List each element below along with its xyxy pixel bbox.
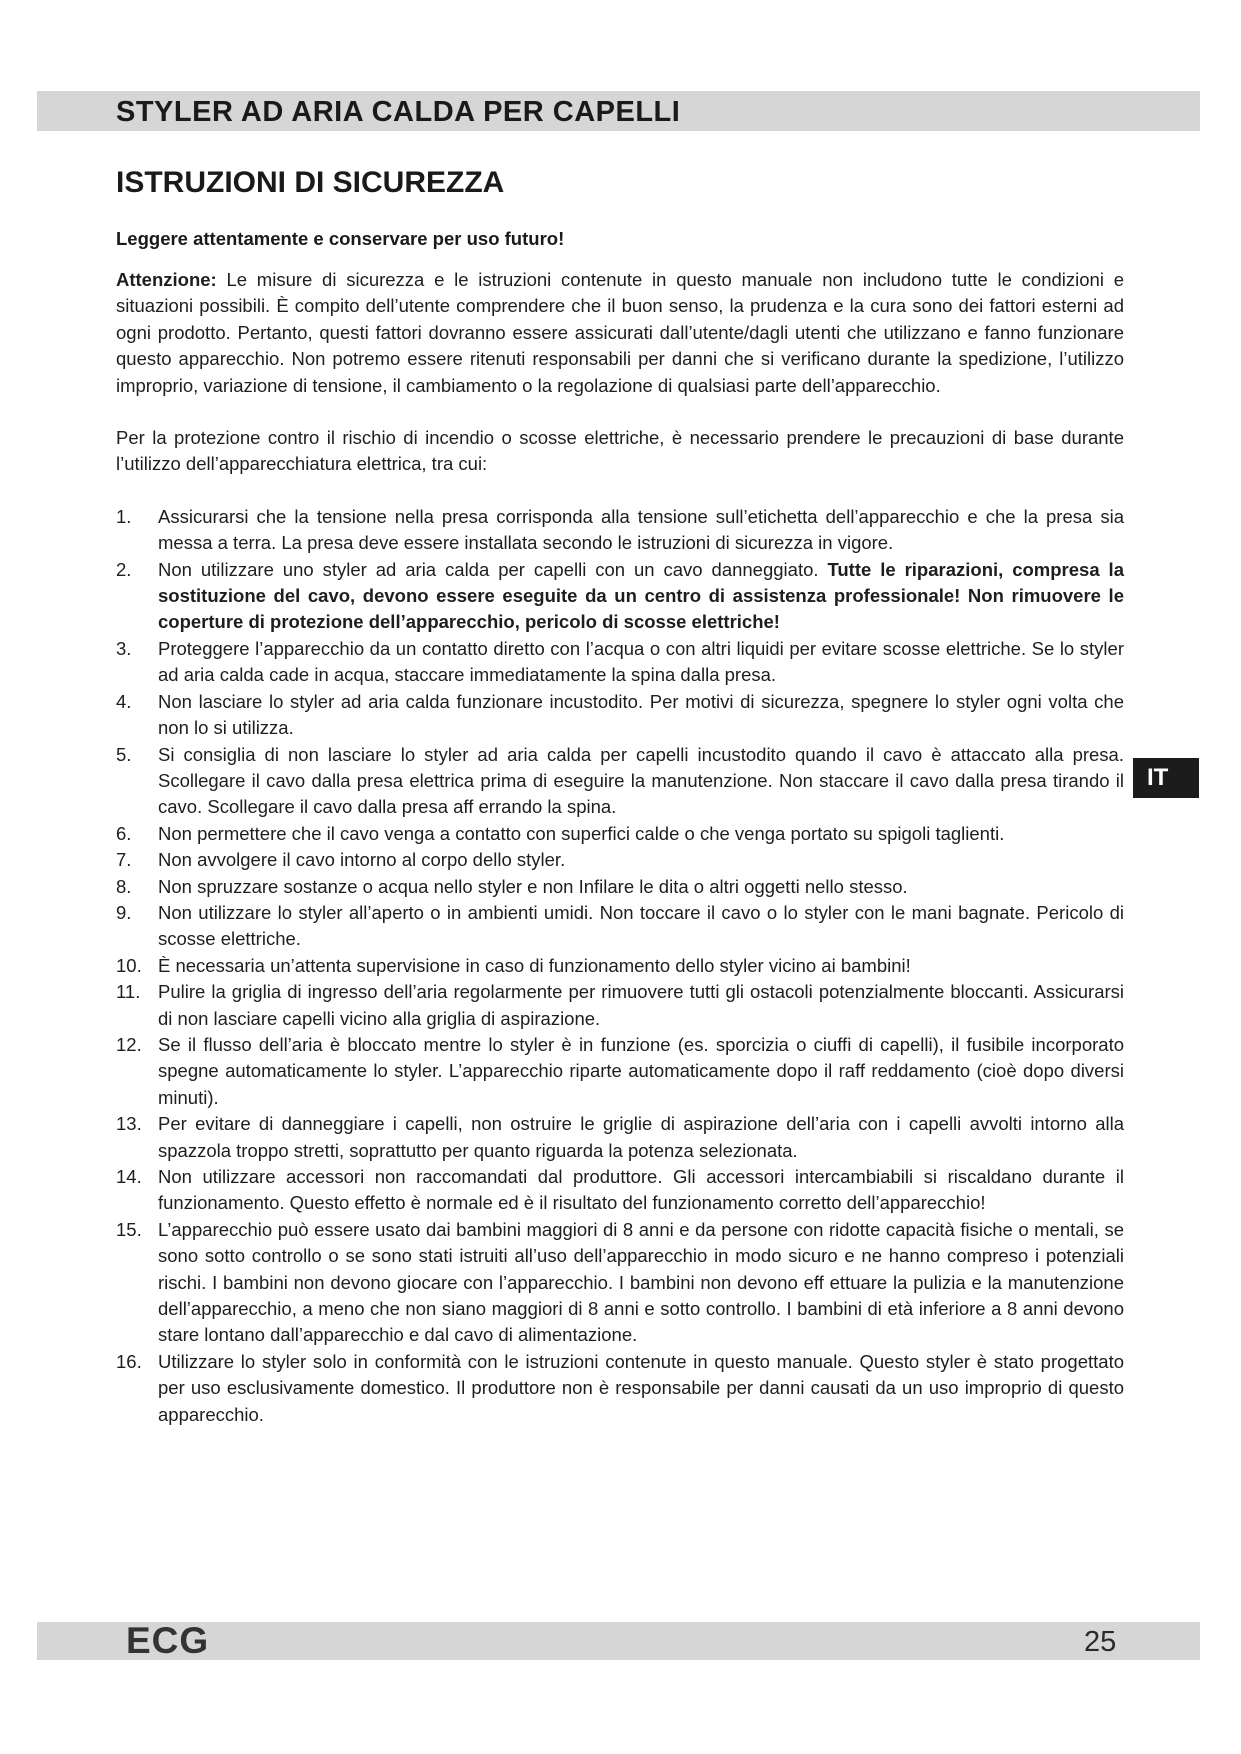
item-text: Non utilizzare uno styler ad aria calda per capelli con un cavo danneggiato. [158, 558, 828, 580]
item-number: 8. [116, 875, 132, 897]
item-text: Proteggere l’apparecchio da un contatto diretto con l’acqua o con altri liquidi per evitare scosse elettriche. Se lo styler ad aria calda cade in acqua, staccare immediatamente la spina dalla presa. [158, 637, 1124, 686]
list-item [116, 636, 1124, 689]
list-item [116, 742, 1124, 821]
item-text: Per evitare di danneggiare i capelli, non ostruire le griglie di aspirazione dell’aria con i capelli avvolti intorno alla spazzola troppo stretti, soprattutto per quanto riguarda la potenza selezionata. [158, 1113, 1124, 1161]
item-number: 7. [116, 849, 132, 871]
list-item [116, 1032, 1124, 1111]
item-number: 16. [116, 1350, 142, 1372]
item-text: Pulire la griglia di ingresso dell’aria regolarmente per rimuovere tutti gli ostacoli potenzialmente bloccanti. Assicurarsi di non lasciare capelli vicino alla griglia di aspirazione. [158, 981, 1124, 1029]
content [116, 267, 1124, 1428]
item-number: 5. [116, 743, 132, 765]
list-item [116, 1111, 1124, 1164]
item-text: Se il flusso dell’aria è bloccato mentre lo styler è in funzione (es. sporcizia o ciuffi di capelli), il fusibile incorporato spegne automaticamente lo styler. L’apparecchio riparte automaticamente dopo il raff reddamento (cioè dopo diversi minuti). [158, 1033, 1124, 1108]
item-number: 11. [116, 981, 141, 1003]
item-number: 14. [116, 1166, 142, 1187]
item-text: Non permettere che il cavo venga a contatto con superfici calde o che venga portato su spigoli taglienti. [158, 822, 1005, 844]
list-item [116, 1349, 1124, 1428]
list-item [116, 900, 1124, 953]
intro-paragraph [116, 267, 1124, 399]
list-item [116, 847, 1124, 873]
intro-label: Attenzione: [116, 269, 217, 290]
item-number: 13. [116, 1113, 142, 1135]
item-number: 15. [116, 1218, 142, 1240]
item-text: Non utilizzare accessori non raccomandati dal produttore. Gli accessori intercambiabili si riscaldano durante il funzionamento. Questo effetto è normale ed è il risultato del funzionamento corretto dell’apparecchio! [158, 1166, 1124, 1214]
item-number: 1. [116, 505, 132, 527]
list-item [116, 953, 1124, 979]
item-text: Non spruzzare sostanze o acqua nello styler e non Infilare le dita o altri oggetti nello stesso. [158, 875, 908, 897]
item-text: Assicurarsi che la tensione nella presa corrisponda alla tensione sull’etichetta dell’apparecchio e che la presa sia messa a terra. La presa deve essere installata secondo le istruzioni di sicurezza in vigore. [158, 505, 1124, 554]
document-title: STYLER AD ARIA CALDA PER CAPELLI [116, 96, 681, 128]
brand-logo: ECG [126, 1620, 210, 1661]
intro-text: Le misure di sicurezza e le istruzioni contenute in questo manuale non includono tutte le condizioni e situazioni possibili. È compito dell’utente comprendere che il buon senso, la prudenza e la cura sono dei fattori esterni ad ogni prodotto. Pertanto, questi fattori dovranno essere assicurati dall’utente/dagli utenti che utilizzano e fanno funzionare questo apparecchio. Non potremo essere ritenuti responsabili per danni che si verificano durante la spedizione, l’utilizzo improprio, variazione di tensione, il cambiamento o la regolazione di qualsiasi parte dell’apparecchio. [116, 269, 1124, 396]
item-number: 6. [116, 822, 132, 844]
item-number: 3. [116, 637, 132, 659]
item-text: È necessaria un’attenta supervisione in caso di funzionamento dello styler vicino ai bambini! [158, 954, 911, 976]
item-text: Non utilizzare lo styler all’aperto o in ambienti umidi. Non toccare il cavo o lo styler con le mani bagnate. Pericolo di scosse elettriche. [158, 901, 1124, 950]
page-number: 25 [1084, 1626, 1117, 1658]
list-item [116, 821, 1124, 847]
item-text: Utilizzare lo styler solo in conformità con le istruzioni contenute in questo manuale. Questo styler è stato progettato per uso esclusivamente domestico. Il produttore non è responsabile per danni causati da un uso improprio di questo apparecchio. [158, 1350, 1124, 1425]
list-item [116, 979, 1124, 1032]
item-number: 12. [116, 1033, 142, 1055]
item-number: 10. [116, 954, 142, 976]
list-item [116, 874, 1124, 900]
item-number: 9. [116, 901, 132, 923]
list-item [116, 1217, 1124, 1349]
item-text: Non lasciare lo styler ad aria calda funzionare incustodito. Per motivi di sicurezza, spegnere lo styler ogni volta che non lo si utilizza. [158, 690, 1124, 739]
safety-rules-list [116, 504, 1124, 1428]
section-subtitle: Leggere attentamente e conservare per uso futuro! [116, 228, 565, 249]
language-tab: IT [1133, 758, 1199, 798]
section-title: ISTRUZIONI DI SICUREZZA [116, 166, 505, 199]
item-warning-text: Tutte le riparazioni, compresa la sostituzione del cavo, devono essere eseguite da un centro di assistenza professionale! Non rimuovere le coperture di protezione dell’apparecchio, pericolo di scosse elettriche! [158, 558, 1124, 633]
list-item [116, 689, 1124, 742]
item-text: Si consiglia di non lasciare lo styler ad aria calda per capelli incustodito quando il cavo è attaccato alla presa. Scollegare il cavo dalla presa elettrica prima di eseguire la manutenzione. Non staccare il cavo dalla presa tirando il cavo. Scollegare il cavo dalla presa aff errando la spina. [158, 743, 1124, 818]
item-text: L’apparecchio può essere usato dai bambini maggiori di 8 anni e da persone con ridotte capacità fisiche o mentali, se sono sotto controllo o se sono stati istruiti all’uso dell’apparecchio in modo sicuro e ne hanno compreso i potenziali rischi. I bambini non devono giocare con l’apparecchio. I bambini non devono eff ettuare la pulizia e la manutenzione dell’apparecchio, a meno che non siano maggiori di 8 anni e sotto controllo. I bambini di età inferiore a 8 anni devono stare lontano dall’apparecchio e dal cavo di alimentazione. [158, 1218, 1124, 1346]
item-text: Non avvolgere il cavo intorno al corpo dello styler. [158, 849, 566, 871]
list-item [116, 557, 1124, 636]
item-number: 4. [116, 690, 132, 712]
item-number: 2. [116, 558, 132, 580]
protection-paragraph: Per la protezione contro il rischio di incendio o scosse elettriche, è necessario prendere le precauzioni di base durante l’utilizzo dell’apparecchiatura elettrica, tra cui: [116, 427, 1124, 475]
list-item [116, 504, 1124, 557]
footer-bar [37, 1622, 1200, 1660]
list-item [116, 1164, 1124, 1217]
